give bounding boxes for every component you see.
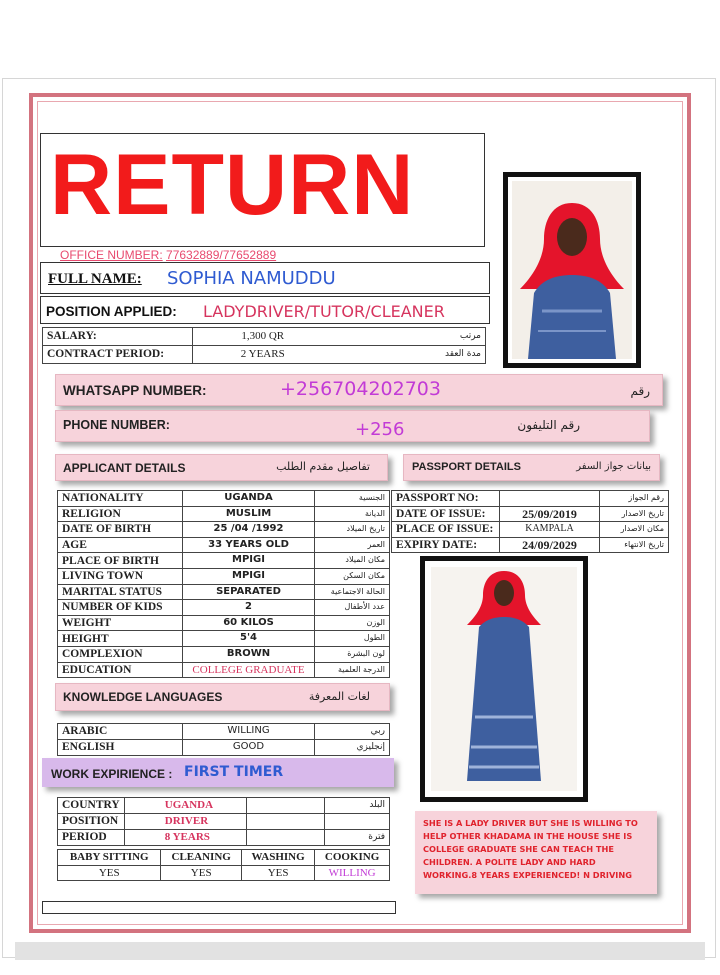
applicant-field-label: DATE OF BIRTH xyxy=(58,522,183,538)
table-row xyxy=(392,522,669,538)
language-level: GOOD xyxy=(183,740,315,756)
applicant-field-arabic: عدد الأطفال xyxy=(315,600,390,616)
passport-field-value xyxy=(500,491,600,507)
table-row xyxy=(58,740,390,756)
passport-field-arabic: مكان الاصدار xyxy=(600,522,669,538)
table-row xyxy=(58,600,390,616)
passport-details-arabic: بيانات جواز السفر xyxy=(576,461,651,472)
experience-spacer xyxy=(246,830,324,846)
applicant-field-arabic: تاريخ الميلاد xyxy=(315,522,390,538)
applicant-field-arabic: مكان السكن xyxy=(315,568,390,584)
skill-label: BABY SITTING xyxy=(58,850,161,866)
applicant-field-value: 33 YEARS OLD xyxy=(183,537,315,553)
language-level: WILLING xyxy=(183,724,315,740)
whatsapp-value: +256704202703 xyxy=(280,378,441,400)
contract-period-arabic: مدة العقد xyxy=(333,346,486,364)
languages-label: KNOWLEDGE LANGUAGES xyxy=(63,690,223,704)
table-row xyxy=(58,568,390,584)
experience-label: POSITION xyxy=(58,814,125,830)
applicant-field-arabic: الديانة xyxy=(315,506,390,522)
table-row xyxy=(58,537,390,553)
work-experience-value: FIRST TIMER xyxy=(184,764,284,780)
return-stamp: RETURN xyxy=(50,137,415,233)
applicant-field-label: MARITAL STATUS xyxy=(58,584,183,600)
phone-arabic: رقم التليفون xyxy=(517,418,580,432)
full-name-label: FULL NAME: xyxy=(48,271,142,287)
applicant-field-label: RELIGION xyxy=(58,506,183,522)
applicant-table xyxy=(57,490,390,678)
applicant-field-value: 25 /04 /1992 xyxy=(183,522,315,538)
table-row xyxy=(58,798,390,814)
table-row xyxy=(58,491,390,507)
contract-period-value: 2 YEARS xyxy=(193,346,333,364)
applicant-field-value: UGANDA xyxy=(183,491,315,507)
passport-field-value: 24/09/2029 xyxy=(500,537,600,553)
applicant-field-label: COMPLEXION xyxy=(58,646,183,662)
applicant-details-label: APPLICANT DETAILS xyxy=(63,461,186,475)
languages-arabic: لغات المعرفة xyxy=(308,690,370,703)
full-length-photo xyxy=(420,556,588,802)
salary-arabic: مرتب xyxy=(333,328,486,346)
table-row xyxy=(58,814,390,830)
skills-value-row xyxy=(58,865,390,881)
applicant-field-label: AGE xyxy=(58,537,183,553)
applicant-field-label: LIVING TOWN xyxy=(58,568,183,584)
phone-value: +256 xyxy=(355,419,405,440)
language-arabic: ربي xyxy=(315,724,390,740)
experience-spacer xyxy=(246,814,324,830)
skill-value: YES xyxy=(241,865,314,881)
table-row xyxy=(43,328,486,346)
full-length-illustration xyxy=(431,567,577,791)
applicant-field-arabic: الجنسية xyxy=(315,491,390,507)
skill-value: YES xyxy=(58,865,161,881)
office-number xyxy=(60,248,276,262)
table-row xyxy=(392,537,669,553)
table-row xyxy=(58,584,390,600)
table-row xyxy=(392,506,669,522)
experience-value: UGANDA xyxy=(124,798,246,814)
applicant-field-label: NATIONALITY xyxy=(58,491,183,507)
passport-field-value: 25/09/2019 xyxy=(500,506,600,522)
skills-table xyxy=(57,849,390,881)
office-number-label: OFFICE NUMBER: xyxy=(60,248,163,262)
experience-spacer xyxy=(246,798,324,814)
contract-table xyxy=(42,327,486,364)
table-row xyxy=(43,346,486,364)
experience-value: 8 YEARS xyxy=(124,830,246,846)
portrait-photo xyxy=(503,172,641,368)
applicant-field-arabic: العمر xyxy=(315,537,390,553)
language-label: ARABIC xyxy=(58,724,183,740)
whatsapp-arabic: رقم xyxy=(630,384,650,398)
table-row xyxy=(58,506,390,522)
passport-field-label: PASSPORT NO: xyxy=(392,491,500,507)
skill-value: WILLING xyxy=(315,865,390,881)
applicant-field-value: MPIGI xyxy=(183,568,315,584)
experience-label: COUNTRY xyxy=(58,798,125,814)
applicant-field-value: MUSLIM xyxy=(183,506,315,522)
passport-field-label: PLACE OF ISSUE: xyxy=(392,522,500,538)
passport-details-label: PASSPORT DETAILS xyxy=(412,461,521,473)
salary-value: 1,300 QR xyxy=(193,328,333,346)
contract-period-label: CONTRACT PERIOD: xyxy=(43,346,193,364)
experience-rows xyxy=(58,798,390,846)
applicant-details-arabic: تفاصيل مقدم الطلب xyxy=(276,460,370,473)
table-row xyxy=(58,615,390,631)
whatsapp-label: WHATSAPP NUMBER: xyxy=(63,383,207,398)
applicant-field-arabic: لون البشرة xyxy=(315,646,390,662)
experience-arabic: البلد xyxy=(324,798,389,814)
office-number-value: 77632889/77652889 xyxy=(166,248,277,262)
applicant-field-arabic: الوزن xyxy=(315,615,390,631)
table-row xyxy=(58,724,390,740)
skills-header-row xyxy=(58,850,390,866)
passport-field-arabic: تاريخ الانتهاء xyxy=(600,537,669,553)
skill-label: COOKING xyxy=(315,850,390,866)
phone-label: PHONE NUMBER: xyxy=(63,418,170,432)
full-name-value: SOPHIA NAMUDDU xyxy=(167,268,336,289)
table-row xyxy=(58,522,390,538)
portrait-illustration xyxy=(512,181,632,359)
languages-table xyxy=(57,723,390,756)
applicant-field-label: WEIGHT xyxy=(58,615,183,631)
passport-field-arabic: تاريخ الاصدار xyxy=(600,506,669,522)
applicant-field-arabic: مكان الميلاد xyxy=(315,553,390,569)
skill-value: YES xyxy=(161,865,242,881)
language-arabic: إنجليزي xyxy=(315,740,390,756)
experience-value: DRIVER xyxy=(124,814,246,830)
applicant-field-value: COLLEGE GRADUATE xyxy=(183,662,315,678)
applicant-field-label: NUMBER OF KIDS xyxy=(58,600,183,616)
table-row xyxy=(58,662,390,678)
languages-rows xyxy=(58,724,390,756)
table-row xyxy=(58,646,390,662)
salary-label: SALARY: xyxy=(43,328,193,346)
applicant-field-value: SEPARATED xyxy=(183,584,315,600)
applicant-field-label: HEIGHT xyxy=(58,631,183,647)
applicant-field-value: 5'4 xyxy=(183,631,315,647)
applicant-field-value: BROWN xyxy=(183,646,315,662)
passport-field-label: EXPIRY DATE: xyxy=(392,537,500,553)
applicant-field-value: MPIGI xyxy=(183,553,315,569)
position-value: LADYDRIVER/TUTOR/CLEANER xyxy=(203,302,445,321)
experience-arabic xyxy=(324,814,389,830)
position-label: POSITION APPLIED: xyxy=(46,304,177,319)
experience-table xyxy=(57,797,390,846)
experience-label: PERIOD xyxy=(58,830,125,846)
remarks-note: SHE IS A LADY DRIVER BUT SHE IS WILLING TO HELP OTHER KHADAMA IN THE HOUSE SHE IS COLLEGE GRADUATE SHE CAN TEACH THE CHILDREN. A POLITE LADY AND HARD WORKING.8 YEARS EXPERIENCED! N DRIVING xyxy=(415,811,657,894)
passport-field-value: KAMPALA xyxy=(500,522,600,538)
passport-table xyxy=(391,490,669,553)
applicant-field-arabic: الدرجة العلمية xyxy=(315,662,390,678)
applicant-field-arabic: الحالة الاجتماعية xyxy=(315,584,390,600)
bottom-band xyxy=(15,942,705,960)
table-row xyxy=(58,631,390,647)
passport-field-label: DATE OF ISSUE: xyxy=(392,506,500,522)
footer-empty-box xyxy=(42,901,396,914)
passport-field-arabic: رقم الجواز xyxy=(600,491,669,507)
applicant-field-arabic: الطول xyxy=(315,631,390,647)
table-row xyxy=(58,553,390,569)
skill-label: WASHING xyxy=(241,850,314,866)
language-label: ENGLISH xyxy=(58,740,183,756)
work-experience-label: WORK EXPIRIENCE : xyxy=(51,767,173,781)
experience-arabic: فترة xyxy=(324,830,389,846)
applicant-field-label: PLACE OF BIRTH xyxy=(58,553,183,569)
skill-label: CLEANING xyxy=(161,850,242,866)
applicant-field-value: 2 xyxy=(183,600,315,616)
passport-rows xyxy=(392,491,669,553)
applicant-field-label: EDUCATION xyxy=(58,662,183,678)
applicant-field-value: 60 KILOS xyxy=(183,615,315,631)
applicant-rows xyxy=(58,491,390,678)
table-row xyxy=(58,830,390,846)
table-row xyxy=(392,491,669,507)
